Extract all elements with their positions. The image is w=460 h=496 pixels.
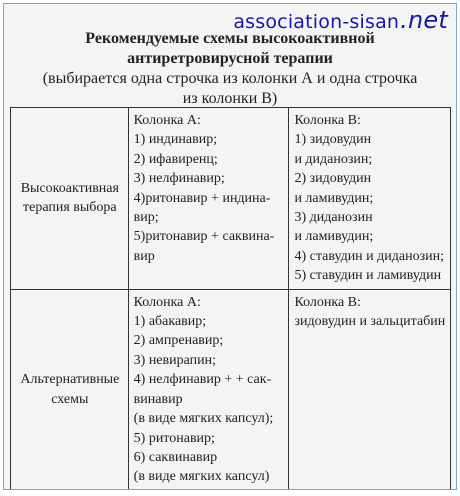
cell-line: 3) невирапин;	[133, 352, 217, 368]
table-row	[11, 108, 451, 290]
cell-line: Высокоактивная	[20, 180, 119, 196]
cell-line: Колонка В:	[294, 294, 361, 310]
title-line-2: антиретровирусной терапии	[127, 50, 333, 67]
cell-line: (в виде мягких капсул)	[133, 469, 270, 485]
cell-line: вир;	[133, 210, 159, 226]
cell-line: Колонка А:	[133, 113, 201, 128]
cell-line: 6) саквинавир	[133, 449, 218, 465]
title-block	[4, 29, 456, 109]
column-a-cell	[128, 108, 289, 290]
cell-line: 2) зидовудин	[294, 171, 372, 187]
subtitle-line-1: (выбирается одна строчка из колонки А и одна строчка	[42, 70, 418, 87]
column-b-cell	[289, 289, 451, 490]
column-b-cell	[289, 108, 451, 290]
cell-line: Колонка А:	[133, 294, 201, 310]
cell-line: 3) диданозин	[294, 210, 373, 226]
cell-line: 5) ставудин и ламивудин	[294, 268, 442, 284]
cell-line: 1) зидовудин	[294, 132, 372, 148]
cell-line: терапия выбора	[23, 200, 117, 216]
cell-line: и ламивудин;	[294, 229, 374, 245]
cell-line: винавир	[133, 391, 183, 407]
cell-line: вир	[133, 248, 155, 264]
table-row	[11, 289, 451, 490]
schemes-table	[10, 107, 451, 490]
cell-line: 1) абакавир;	[133, 314, 207, 330]
schemes-table-body	[11, 108, 451, 491]
cell-line: 5) ритонавир;	[133, 430, 215, 446]
cell-line: Колонка В:	[294, 113, 361, 128]
cell-line: Альтернативные	[20, 372, 120, 388]
watermark-main: association-sisan	[233, 11, 400, 33]
row-label-cell	[11, 289, 129, 490]
cell-line: 1) индинавир;	[133, 132, 218, 148]
cell-line: (в виде мягких капсул);	[133, 411, 274, 427]
cell-line: 2) ифавиренц;	[133, 151, 218, 167]
cell-line: зидовудин и зальцитабин	[294, 314, 446, 330]
page	[3, 3, 457, 490]
cell-line: 3) нелфинавир;	[133, 171, 225, 187]
cell-line: 5)ритонавир + саквина-	[133, 229, 275, 245]
cell-line: 2) ампренавир;	[133, 333, 224, 349]
cell-line: и диданозин;	[294, 151, 373, 167]
subtitle-line-2: из колонки В)	[182, 90, 278, 107]
cell-line: схемы	[51, 391, 89, 407]
cell-line: 4)ритонавир + индина-	[133, 190, 271, 206]
title-line-1: Рекомендуемые схемы высокоактивной	[85, 30, 375, 47]
watermark-suffix: .net	[400, 6, 448, 34]
row-label-cell	[11, 108, 129, 290]
column-a-cell	[128, 289, 289, 490]
cell-line: 4) нелфинавир + + сак-	[133, 372, 272, 388]
cell-line: и ламивудин;	[294, 190, 374, 206]
cell-line: 4) ставудин и диданозин;	[294, 248, 445, 264]
